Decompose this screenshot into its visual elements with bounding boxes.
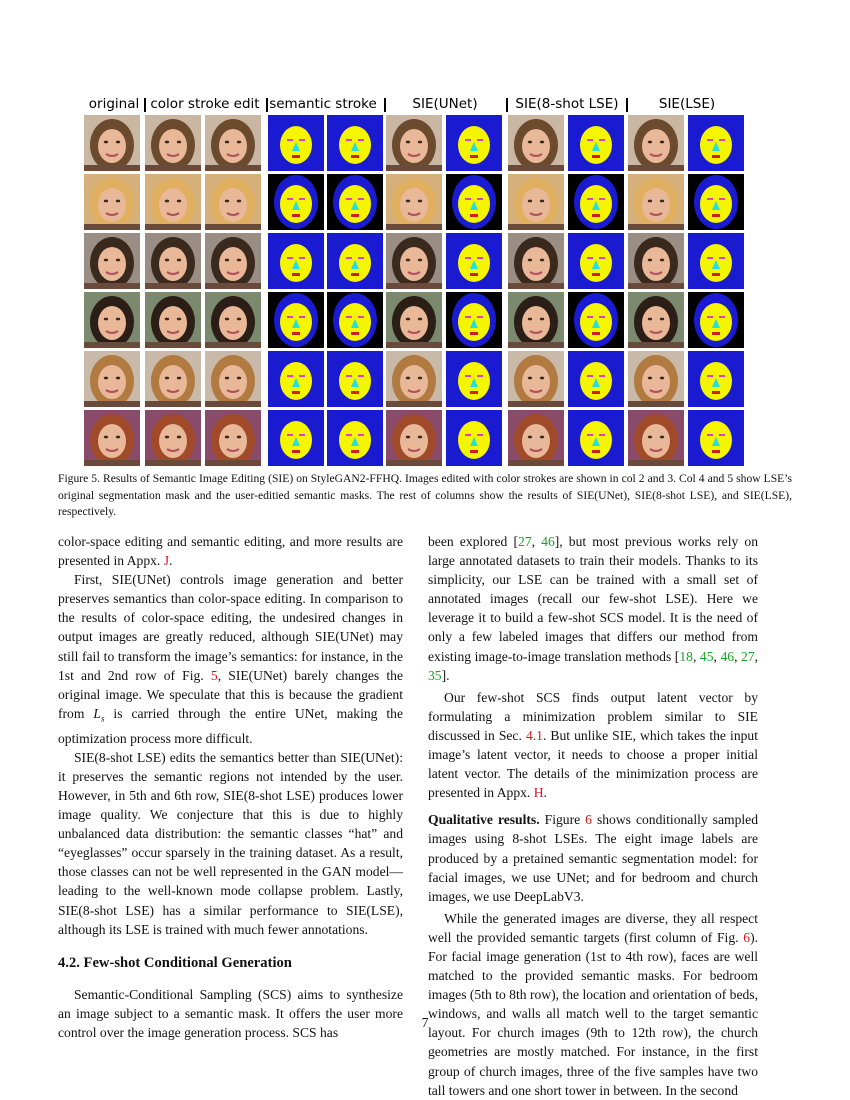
section-title: 4.2. Few-shot Conditional Generation — [58, 954, 292, 971]
face-image — [145, 410, 201, 466]
header-original: original — [88, 96, 140, 112]
segmentation-mask-image — [327, 351, 383, 407]
segmentation-mask-image — [568, 351, 624, 407]
segmentation-mask-image — [688, 351, 744, 407]
figure-5 — [84, 96, 746, 466]
face-image — [205, 292, 261, 348]
paragraph: SIE(8-shot LSE) edits the semantics better than SIE(UNet): it preserves the semantic regions not intended by the user. However, in 5th and 6th row, SIE(8-shot LSE) produces lower image quality. We conjecture that this is due to highly unbalanced data distribution: the semantic classes “hat” and “eyeglasses” occur sparsely in the training dataset. As a result, those classes can not be well represented in the GAN model—leading to the well-known mode collapse problem. Lastly, SIE(8-shot LSE) has a similar performance to SIE(LSE), although its LSE is trained with much fewer annotations. — [58, 749, 403, 937]
face-image — [84, 233, 140, 289]
face-image — [84, 410, 140, 466]
segmentation-mask-image — [688, 410, 744, 466]
face-image — [386, 174, 442, 230]
face-image — [84, 351, 140, 407]
paragraph: Qualitative results. Figure 6 shows conditionally sampled images using 8-shot LSEs. The eight image labels are produced by a pretained semantic segmentation model: for facial images, we use UNet; and for bedroom and church images, we use DeepLabV3. — [428, 812, 758, 904]
segmentation-mask-image — [568, 174, 624, 230]
segmentation-mask-image — [568, 233, 624, 289]
face-image — [628, 292, 684, 348]
face-image — [145, 292, 201, 348]
face-image — [205, 410, 261, 466]
face-image — [628, 351, 684, 407]
citation-link[interactable]: 45 — [699, 648, 714, 664]
segmentation-mask-image — [688, 233, 744, 289]
face-image — [386, 233, 442, 289]
citation-link[interactable]: 27 — [741, 648, 755, 664]
face-image — [508, 410, 564, 466]
segmentation-mask-image — [446, 174, 502, 230]
segmentation-mask-image — [688, 174, 744, 230]
face-image — [508, 233, 564, 289]
face-image — [628, 174, 684, 230]
segmentation-mask-image — [568, 292, 624, 348]
citation-link[interactable]: 35 — [428, 667, 442, 683]
segmentation-mask-image — [688, 115, 744, 171]
header-sie-unet: SIE(UNet) — [412, 96, 478, 112]
face-image — [205, 233, 261, 289]
face-image — [628, 115, 684, 171]
face-image — [145, 174, 201, 230]
header-sie-8shot-lse: SIE(8-shot LSE) — [515, 96, 619, 112]
face-image — [205, 351, 261, 407]
face-image — [386, 292, 442, 348]
face-image — [628, 233, 684, 289]
segmentation-mask-image — [568, 115, 624, 171]
segmentation-mask-image — [446, 292, 502, 348]
segmentation-mask-image — [446, 351, 502, 407]
face-image — [386, 351, 442, 407]
face-image — [508, 292, 564, 348]
segmentation-mask-image — [268, 233, 324, 289]
paragraph: While the generated images are diverse, they all respect well the provided semantic targets (first column of Fig. 6). For facial image generation (1st to 4th row), faces are well matched to the provided semantic masks. For bedroom images (5th to 8th row), the location and orientation of beds, windows, and walls all match well to the target semantic layout. For church images (9th to 12th row), the church geometries are mostly matched. For instance, in the first group of church images, three of the five samples have two tall towers and one short tower in between. In the second — [428, 910, 758, 1098]
segmentation-mask-image — [327, 174, 383, 230]
segmentation-mask-image — [327, 115, 383, 171]
left-column — [58, 532, 403, 1042]
segmentation-mask-image — [268, 174, 324, 230]
face-image — [508, 351, 564, 407]
paragraph: been explored [27, 46], but most previous works rely on large annotated datasets to train their models. Thanks to its simplicity, our LSE can be trained with a small set of annotated images (recall our few-shot LSE). Here we leverage it to build a few-shot SCS model. It is the need of only a few labeled images that differs our method from existing image-to-image translation methods [18, 45, 46, 27, 35]. — [428, 534, 759, 683]
segmentation-mask-image — [327, 292, 383, 348]
face-image — [386, 410, 442, 466]
face-image — [145, 115, 201, 171]
segmentation-mask-image — [446, 233, 502, 289]
citation-link[interactable]: 27 — [518, 534, 532, 549]
face-image — [508, 115, 564, 171]
figure-ref-link[interactable]: 5 — [210, 667, 218, 683]
segmentation-mask-image — [268, 351, 324, 407]
page-number: 7 — [421, 1015, 429, 1030]
paragraph: color-space editing and semantic editing, and more results are presented in Appx. J. — [58, 534, 403, 569]
segmentation-mask-image — [268, 115, 324, 171]
segmentation-mask-image — [268, 292, 324, 348]
face-image — [508, 174, 564, 230]
face-image — [145, 351, 201, 407]
section-ref-link[interactable]: 4.1 — [525, 727, 543, 743]
face-image — [205, 174, 261, 230]
citation-link[interactable]: 18 — [679, 648, 693, 664]
face-image — [145, 233, 201, 289]
face-image — [628, 410, 684, 466]
figure-ref-link[interactable]: 6 — [585, 812, 592, 828]
segmentation-mask-image — [268, 410, 324, 466]
face-image — [205, 115, 261, 171]
appendix-ref-link[interactable]: H — [533, 785, 544, 801]
segmentation-mask-image — [327, 410, 383, 466]
face-image — [84, 115, 140, 171]
face-image — [386, 115, 442, 171]
segmentation-mask-image — [446, 115, 502, 171]
figure-caption: Figure 5. Results of Semantic Image Editing (SIE) on StyleGAN2-FFHQ. Images edited with color strokes are shown in col 2 and 3. Col 4 and 5 show LSE’s original segmentation mask and the user-editied semantic masks. The rest of columns show the results of SIE(UNet), SIE(8-shot LSE), and SIE(LSE), respectively. — [58, 472, 792, 518]
paragraph: Our few-shot SCS finds output latent vector by formulating a minimization problem similar to SIE discussed in Sec. 4.1. But unlike SIE, which takes the input image’s latent vector, it needs to choose a proper initial latent vector. The details of the minimization process are presented in Appx. H. — [428, 689, 758, 801]
appendix-ref-link[interactable]: J — [163, 553, 170, 569]
paragraph: Semantic-Conditional Sampling (SCS) aims to synthesize an image subject to a semantic mask. It offers the user more control over the image generation process. SCS has — [58, 986, 403, 1040]
header-color-stroke-edit: color stroke edit — [150, 96, 260, 112]
citation-link[interactable]: 46 — [720, 648, 735, 664]
segmentation-mask-image — [568, 410, 624, 466]
segmentation-mask-image — [446, 410, 502, 466]
header-sie-lse: SIE(LSE) — [658, 96, 716, 112]
figure-ref-link[interactable]: 6 — [743, 929, 751, 945]
face-image — [84, 174, 140, 230]
face-image — [84, 292, 140, 348]
segmentation-mask-image — [688, 292, 744, 348]
citation-link[interactable]: 46 — [541, 534, 555, 549]
paragraph: First, SIE(UNet) controls image generation and better preserves semantics than color-space editing. In comparison to the results of color-space editing, the undesired changes in output images are greatly reduced, although SIE(UNet) may still fail to transform the image’s semantics: for instance, in the 1st and 2nd row of Fig. 5, SIE(UNet) barely changes the original image. We speculate that this is because the gradient from $L_s$ is carried through the entire UNet, making the optimization process more difficult. — [58, 572, 404, 746]
segmentation-mask-image — [327, 233, 383, 289]
header-semantic-stroke: semantic stroke — [269, 96, 377, 112]
